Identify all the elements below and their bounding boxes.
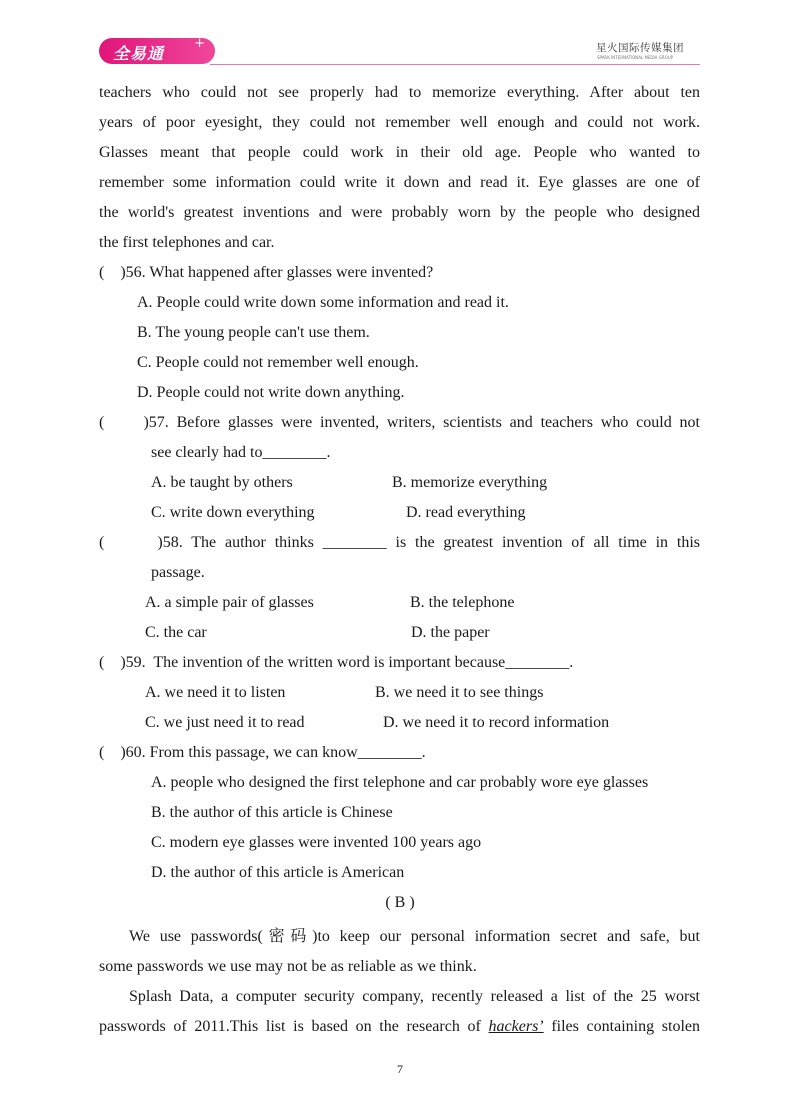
passage-line: Glasses meant that people could work in their old age. People who wanted to: [99, 144, 700, 161]
q60-option-b: B. the author of this article is Chinese: [151, 804, 393, 821]
q59-option-a: A. we need it to listen: [145, 684, 286, 701]
emphasized-word: hackers’: [488, 1018, 544, 1035]
section-b-paragraph-1-cont: some passwords we use may not be as reliable as we think.: [99, 958, 477, 975]
sparkle-icon: +: [194, 36, 205, 51]
q56-option-b: B. The young people can't use them.: [137, 324, 370, 341]
q59-option-d: D. we need it to record information: [383, 714, 610, 731]
passage-line: years of poor eyesight, they could not remember well enough and could not work.: [99, 114, 700, 131]
q58-option-d: D. the paper: [411, 624, 490, 641]
publisher-subtitle: SPARK INTERNATIONAL MEDIA GROUP: [597, 55, 674, 60]
q59-option-c: C. we just need it to read: [145, 714, 305, 731]
logo-text: 全易通: [113, 44, 165, 63]
q60-option-c: C. modern eye glasses were invented 100 years ago: [151, 834, 482, 851]
text-run: files containing stolen: [543, 1018, 701, 1035]
passage-line: remember some information could write it down and read it. Eye glasses are one of: [99, 174, 700, 191]
q57-option-c: C. write down everything: [151, 504, 315, 521]
question-58-stem: ( )58. The author thinks ________ is the greatest invention of all time in this: [99, 534, 700, 551]
q58-option-b: B. the telephone: [410, 594, 515, 611]
question-57-stem: ( )57. Before glasses were invented, writers, scientists and teachers who could not: [99, 414, 700, 431]
header-divider: [210, 64, 700, 65]
question-59-stem: ( )59. The invention of the written word is important because________.: [99, 654, 574, 671]
q58-option-a: A. a simple pair of glasses: [145, 594, 314, 611]
q59-option-b: B. we need it to see things: [375, 684, 544, 701]
q57-option-a: A. be taught by others: [151, 474, 293, 491]
section-b-paragraph-2-cont: [99, 1017, 700, 1037]
q60-option-d: D. the author of this article is American: [151, 864, 405, 881]
section-b-paragraph-1: We use passwords(密码)to keep our personal information secret and safe, but: [129, 928, 700, 945]
section-b-paragraph-2: Splash Data, a computer security company, recently released a list of the 25 worst: [129, 988, 700, 1005]
q56-option-a: A. People could write down some information and read it.: [137, 294, 509, 311]
passage-line: the first telephones and car.: [99, 234, 275, 251]
brand-logo: [99, 38, 215, 64]
publisher-name: 星火国际传媒集团: [596, 42, 684, 54]
question-56-stem: ( )56. What happened after glasses were invented?: [99, 264, 434, 281]
q57-option-d: D. read everything: [406, 504, 526, 521]
page-number: 7: [397, 1062, 403, 1076]
q58-option-c: C. the car: [145, 624, 207, 641]
q56-option-d: D. People could not write down anything.: [137, 384, 405, 401]
section-b-heading: ( B ): [385, 894, 415, 911]
q60-option-a: A. people who designed the first telephone and car probably wore eye glasses: [151, 774, 649, 791]
question-57-stem-cont: see clearly had to________.: [151, 444, 331, 461]
page-header: [0, 0, 800, 70]
text-run: passwords of 2011.This list is based on the research of: [99, 1018, 489, 1035]
question-58-stem-cont: passage.: [151, 564, 205, 581]
question-60-stem: ( )60. From this passage, we can know________.: [99, 744, 426, 761]
q57-option-b: B. memorize everything: [392, 474, 548, 491]
passage-line: the world's greatest inventions and were probably worn by the people who designed: [99, 204, 700, 221]
passage-line: teachers who could not see properly had to memorize everything. After about ten: [99, 84, 700, 101]
q56-option-c: C. People could not remember well enough.: [137, 354, 419, 371]
